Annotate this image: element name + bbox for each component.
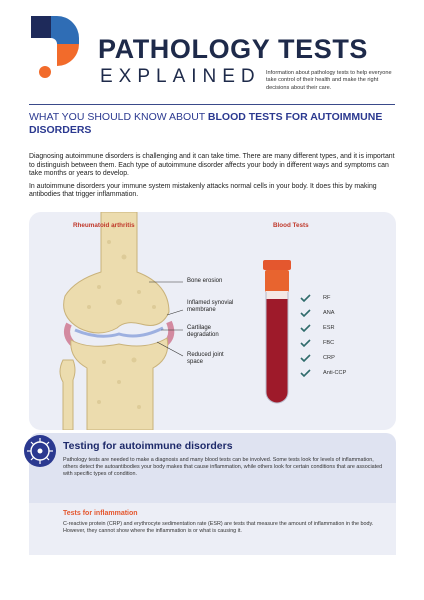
tibia-bone: [71, 338, 168, 430]
test-fbc: FBC: [323, 340, 335, 346]
label-bone-erosion: Bone erosion: [187, 278, 223, 284]
testing-title: Testing for autoimmune disorders: [63, 440, 233, 452]
heading-bold: BLOOD TESTS FOR AUTOIMMUNE DISORDERS: [29, 111, 383, 136]
heading-prefix: WHAT YOU SHOULD KNOW ABOUT: [29, 111, 208, 123]
inflammation-title: Tests for inflammation: [63, 510, 138, 517]
title-sub: EXPLAINED: [100, 66, 261, 87]
divider: [29, 104, 395, 105]
inflammation-body: C-reactive protein (CRP) and erythrocyte sedimentation rate (ESR) are tests that measure the amount of inflammation in the body. However, they cannot show where the inflammation is or what is causing it.: [63, 521, 374, 534]
test-esr: ESR: [323, 325, 335, 331]
label-synovial: Inflamed synovial membrane: [187, 300, 234, 313]
check-icons: [301, 295, 310, 376]
illustration-svg: [29, 212, 396, 430]
test-ana: ANA: [323, 310, 335, 316]
blood-tube: [263, 260, 291, 403]
intro-paragraph-1: Diagnosing autoimmune disorders is challenging and it can take time. There are many different types, and it is important to distinguish between them. Each type of autoimmune disorder affects your body in different ways and symptoms can take months or years to develop.: [29, 153, 395, 178]
antibody-icon: [22, 433, 58, 469]
title-main: PATHOLOGY TESTS: [98, 34, 369, 64]
label-joint-space: Reduced joint space: [187, 352, 224, 365]
tagline: Information about pathology tests to help everyone take control of their health and make the right decisions about their care.: [266, 70, 392, 91]
joint-title: Rheumatoid arthritis: [73, 222, 135, 229]
label-cartilage: Cartilage degradation: [187, 325, 219, 338]
test-rf: RF: [323, 295, 331, 301]
femur-bone: [64, 212, 169, 333]
logo: [29, 14, 81, 80]
testing-body: Pathology tests are needed to make a diagnosis and many blood tests can be involved. Some tests look for levels of inflammation, others detect the autoantibodies your body makes that cause inflammation, while others look for certain conditions that are associated with specific types of condition.: [63, 457, 383, 477]
section-heading: [29, 111, 389, 137]
blood-tests-title: Blood Tests: [273, 222, 309, 229]
test-crp: CRP: [323, 355, 335, 361]
test-anti-ccp: Anti-CCP: [323, 370, 347, 376]
intro-paragraph-2: In autoimmune disorders your immune system mistakenly attacks normal cells in your body. It does this by making antibodies that trigger inflammation.: [29, 182, 377, 199]
illustration-panel: [29, 212, 396, 430]
fibula-bone: [60, 360, 75, 430]
intro-text: [29, 153, 399, 204]
